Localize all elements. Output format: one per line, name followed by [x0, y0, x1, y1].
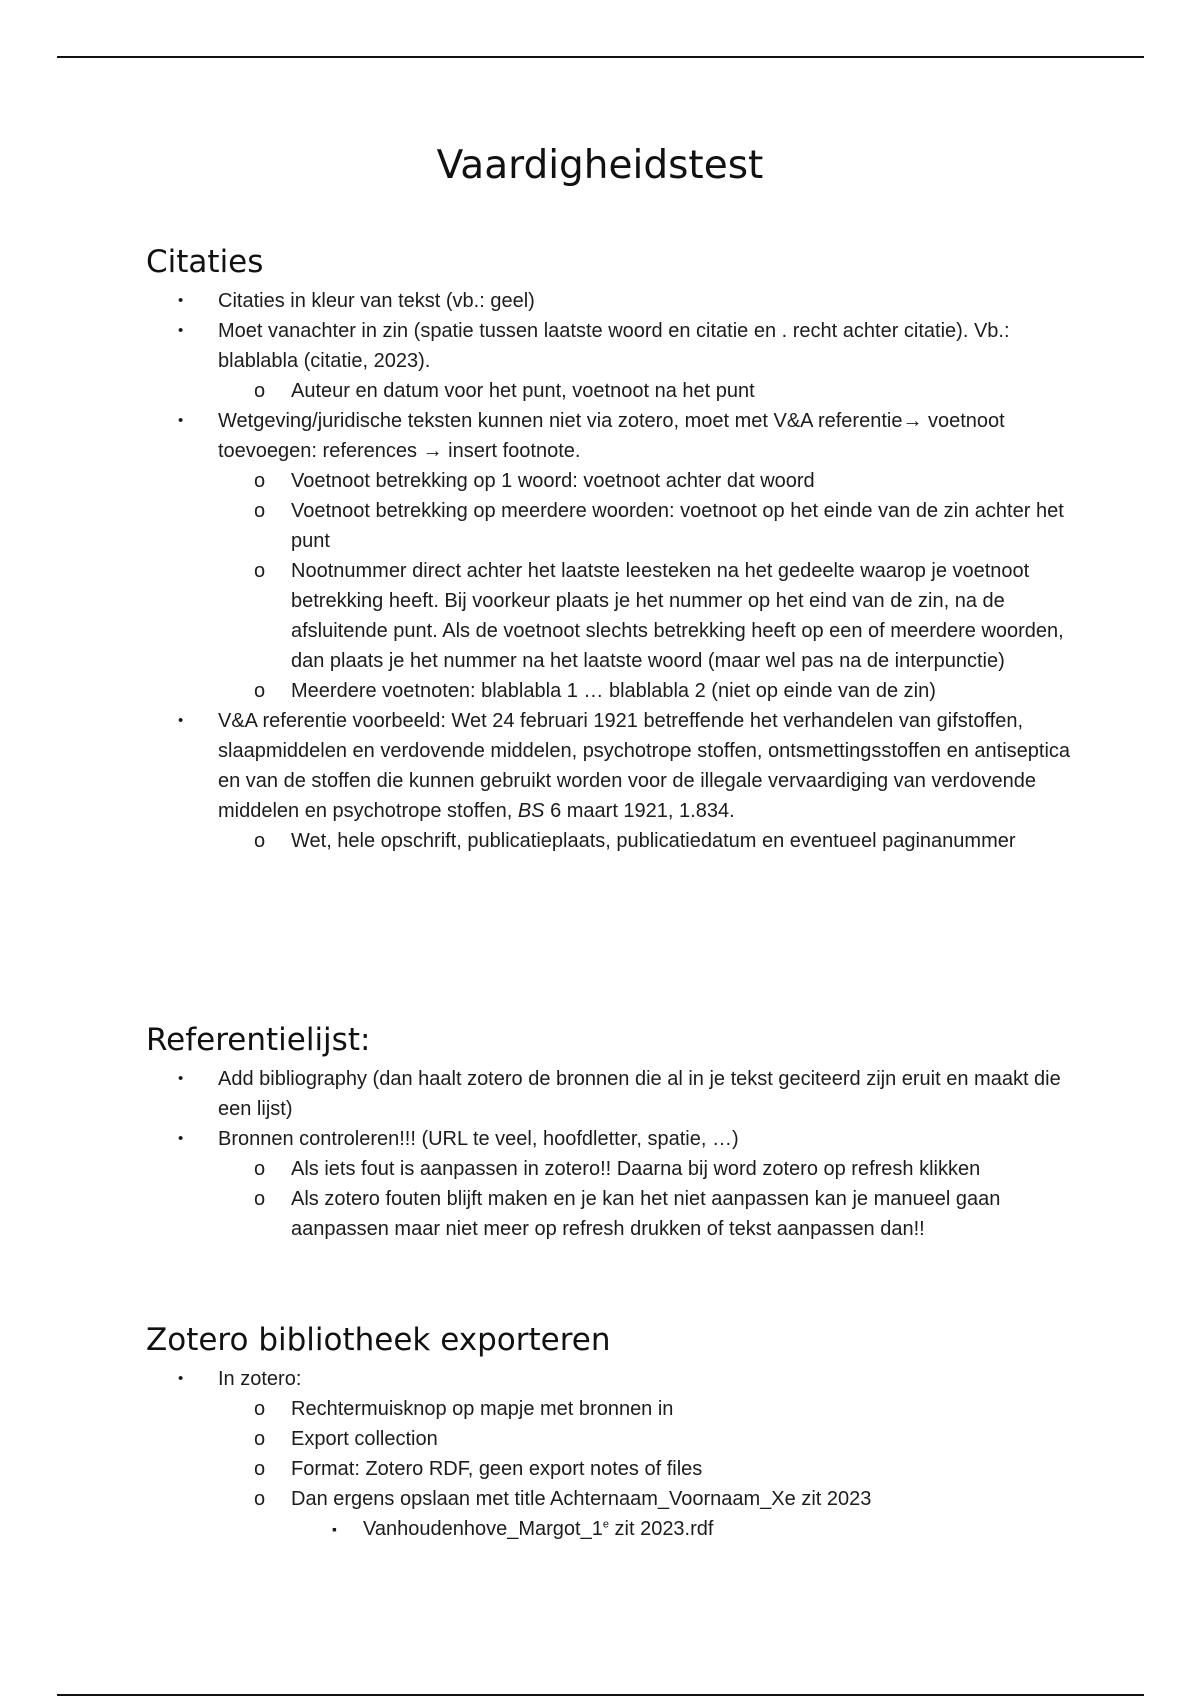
- list-subitem: [146, 1454, 1086, 1484]
- referentielijst-list: [146, 1064, 1086, 1244]
- item-text: Add bibliography (dan haalt zotero de bronnen die al in je tekst geciteerd zijn eruit en maakt die een lijst): [218, 1068, 1061, 1120]
- bullet-marker: •: [178, 412, 184, 429]
- list-subitem: [146, 1184, 1086, 1244]
- list-subitem: [146, 826, 1086, 856]
- item-text: Als iets fout is aanpassen in zotero!! Daarna bij word zotero op refresh klikken: [291, 1158, 981, 1180]
- sub-marker: o: [254, 500, 266, 522]
- bullet-marker: •: [178, 292, 184, 309]
- section-citaties: [146, 244, 1086, 856]
- citaties-list: [146, 286, 1086, 856]
- list-subitem: [146, 676, 1086, 706]
- list-item: [146, 1364, 1086, 1394]
- list-subitem: [146, 1154, 1086, 1184]
- list-subitem: [146, 556, 1086, 676]
- sub-marker: o: [254, 1158, 266, 1180]
- item-text: Wet, hele opschrift, publicatieplaats, publicatiedatum en eventueel paginanummer: [291, 830, 1016, 852]
- bullet-marker: •: [178, 1070, 184, 1087]
- sub-marker: o: [254, 380, 266, 402]
- item-text: In zotero:: [218, 1368, 302, 1390]
- sub-marker: o: [254, 1488, 266, 1510]
- item-text: zit 2023.rdf: [608, 1518, 714, 1540]
- heading-zotero-export: Zotero bibliotheek exporteren: [146, 1322, 611, 1358]
- sub-marker: o: [254, 680, 266, 702]
- sub-marker: o: [254, 560, 266, 582]
- section-zotero-export: [146, 1322, 1086, 1544]
- list-subitem: [146, 376, 1086, 406]
- sub-marker: o: [254, 1398, 266, 1420]
- item-text: Dan ergens opslaan met title Achternaam_Voornaam_Xe zit 2023: [291, 1488, 872, 1510]
- zotero-list: [146, 1364, 1086, 1544]
- superscript: e: [602, 1518, 609, 1531]
- item-text: Moet vanachter in zin (spatie tussen laatste woord en citatie en . recht achter citatie). Vb.: blablabla (citatie, 2023).: [218, 320, 1010, 372]
- list-subitem: [146, 1424, 1086, 1454]
- sub-marker: o: [254, 470, 266, 492]
- item-text: Nootnummer direct achter het laatste leesteken na het gedeelte waarop je voetnoot betrekking heeft. Bij voorkeur plaats je het nummer op het eind van de zin, na de afsluitende punt. Als de voetnoot slechts betrekking heeft op een of meerdere woorden, dan plaats je het nummer na het laatste woord (maar wel pas na de interpunctie): [291, 560, 1064, 672]
- bullet-marker: •: [178, 712, 184, 729]
- sub-marker: o: [254, 1188, 266, 1210]
- item-text: Citaties in kleur van tekst (vb.: geel): [218, 290, 535, 312]
- heading-referentielijst: Referentielijst:: [146, 1022, 371, 1058]
- item-text: Bronnen controleren!!! (URL te veel, hoofdletter, spatie, …): [218, 1128, 739, 1150]
- item-text-italic: BS: [517, 800, 545, 822]
- bullet-marker: •: [178, 1130, 184, 1147]
- list-subitem: [146, 1394, 1086, 1424]
- header-rule: [57, 56, 1144, 58]
- item-text: Als zotero fouten blijft maken en je kan het niet aanpassen kan je manueel gaan aanpassen maar niet meer op refresh drukken of tekst aanpassen dan!!: [291, 1188, 1001, 1240]
- sub-marker: o: [254, 830, 266, 852]
- list-item: [146, 1064, 1086, 1124]
- list-item: [146, 706, 1086, 826]
- list-item: [146, 406, 1086, 466]
- bullet-marker: •: [178, 322, 184, 339]
- footer-rule: [57, 1694, 1144, 1696]
- item-text: Meerdere voetnoten: blablabla 1 … blablabla 2 (niet op einde van de zin): [291, 680, 936, 702]
- list-item: [146, 286, 1086, 316]
- sub-marker: o: [254, 1428, 266, 1450]
- item-text: V&A referentie voorbeeld: Wet 24 februari 1921 betreffende het verhandelen van gifstoffen, slaapmiddelen en verdovende middelen, psychotrope stoffen, ontsmettingsstoffen en antiseptica en van de stoffen die kunnen gebruikt worden voor de illegale vervaardiging van verdovende middelen en psychotrope stoffen,: [218, 710, 1071, 822]
- item-text: Rechtermuisknop op mapje met bronnen in: [291, 1398, 674, 1420]
- page-title: Vaardigheidstest: [436, 143, 764, 188]
- list-subsubitem: [146, 1514, 1086, 1544]
- bullet-marker: •: [178, 1370, 184, 1387]
- item-text: Vanhoudenhove_Margot_1: [363, 1518, 603, 1540]
- item-text: Wetgeving/juridische teksten kunnen niet via zotero, moet met V&A referentie→ voetnoot toevoegen: references → insert footnote.: [218, 410, 1005, 462]
- item-text: Format: Zotero RDF, geen export notes of files: [291, 1458, 703, 1480]
- item-text: Export collection: [291, 1428, 438, 1450]
- sub-marker: o: [254, 1458, 266, 1480]
- square-marker: ▪: [332, 1521, 337, 1537]
- item-text: Auteur en datum voor het punt, voetnoot na het punt: [291, 380, 755, 402]
- item-text: Voetnoot betrekking op meerdere woorden: voetnoot op het einde van de zin achter het punt: [291, 500, 1064, 552]
- list-item: [146, 316, 1086, 376]
- list-subitem: [146, 1484, 1086, 1514]
- heading-citaties: Citaties: [146, 244, 264, 280]
- item-text: 6 maart 1921, 1.834.: [544, 800, 735, 822]
- section-referentielijst: [146, 1022, 1086, 1244]
- list-item: [146, 1124, 1086, 1154]
- list-subitem: [146, 466, 1086, 496]
- list-subitem: [146, 496, 1086, 556]
- item-text: Voetnoot betrekking op 1 woord: voetnoot achter dat woord: [291, 470, 815, 492]
